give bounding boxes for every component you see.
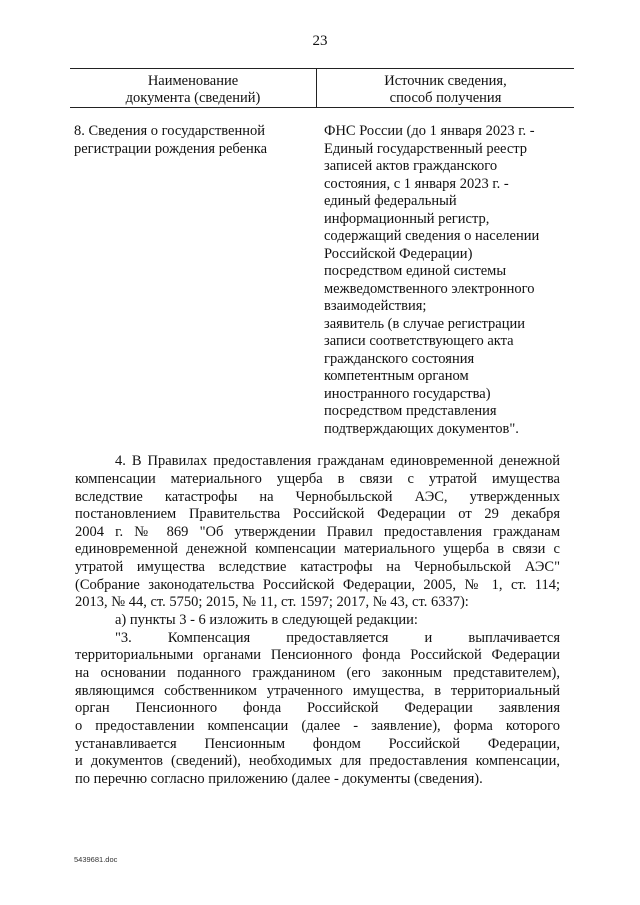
point3-line: на основании поданного гражданином (его законным представителем), [75, 665, 560, 681]
table-header [70, 68, 574, 108]
section4-line: (Собрание законодательства Российской Федерации, 2005, № 1, ст. 114; [75, 577, 560, 593]
section4-line: 4. В Правилах предоставления гражданам единовременной денежной [115, 453, 560, 469]
point3-line: "3. Компенсация предоставляется и выплачивается [115, 630, 560, 646]
page-number: 23 [312, 33, 328, 49]
point3-line: и документов (сведений), необходимых для предоставления компенсации, [75, 753, 560, 769]
section4-line: 2004 г. № 869 "Об утверждении Правил предоставления гражданам [75, 524, 560, 540]
column-header-document: Наименование документа (сведений) [125, 73, 261, 106]
table-row-source: ФНС России (до 1 января 2023 г. - Единый государственный реестр записей актов гражданского состояния, с 1 января 2023 г. - единый федеральный информационный регистр, содержащий сведения о населении Российской Федерации) посредством единой системы межведомственного электронного взаимодействия; заявитель (в случае регистрации записи соответствующего акта гражданского состояния компетентным органом иностранного государства) посредством представления подтверждающих документов". [324, 123, 540, 437]
point3-line: орган Пенсионного фонда Российской Федерации заявления [75, 700, 560, 716]
column-header-source: Источник сведения, способ получения [384, 73, 507, 106]
section4-line: 2013, № 44, ст. 5750; 2015, № 11, ст. 1597; 2017, № 43, ст. 6337): [75, 594, 469, 610]
table-row-document-name: 8. Сведения о государственной регистрации рождения ребенка [74, 123, 268, 157]
point3-line: устанавливается Пенсионным фондом Российской Федерации, [75, 736, 560, 752]
section4-line: утратой имущества вследствие катастрофы на Чернобыльской АЭС" [75, 559, 560, 575]
point3-line: по перечню согласно приложению (далее - документы (сведения). [75, 771, 483, 787]
section4-line: вследствие катастрофы на Чернобыльской АЭС, утвержденных [75, 489, 560, 505]
point3-line: территориальными органами Пенсионного фонда Российской Федерации [75, 647, 560, 663]
point3-line: являющимся собственником утраченного имущества, в территориальный [75, 683, 560, 699]
item-a: а) пункты 3 - 6 изложить в следующей редакции: [115, 612, 418, 628]
section4-line: единовременной денежной компенсации материального ущерба в связи с [75, 541, 560, 557]
footer-document-code: 5439681.doc [74, 855, 118, 864]
point3-line: о предоставлении компенсации (далее - заявление), форма которого [75, 718, 560, 734]
section4-line: компенсации материального ущерба в связи с утратой имущества [75, 471, 560, 487]
section4-line: постановлением Правительства Российской Федерации от 29 декабря [75, 506, 560, 522]
